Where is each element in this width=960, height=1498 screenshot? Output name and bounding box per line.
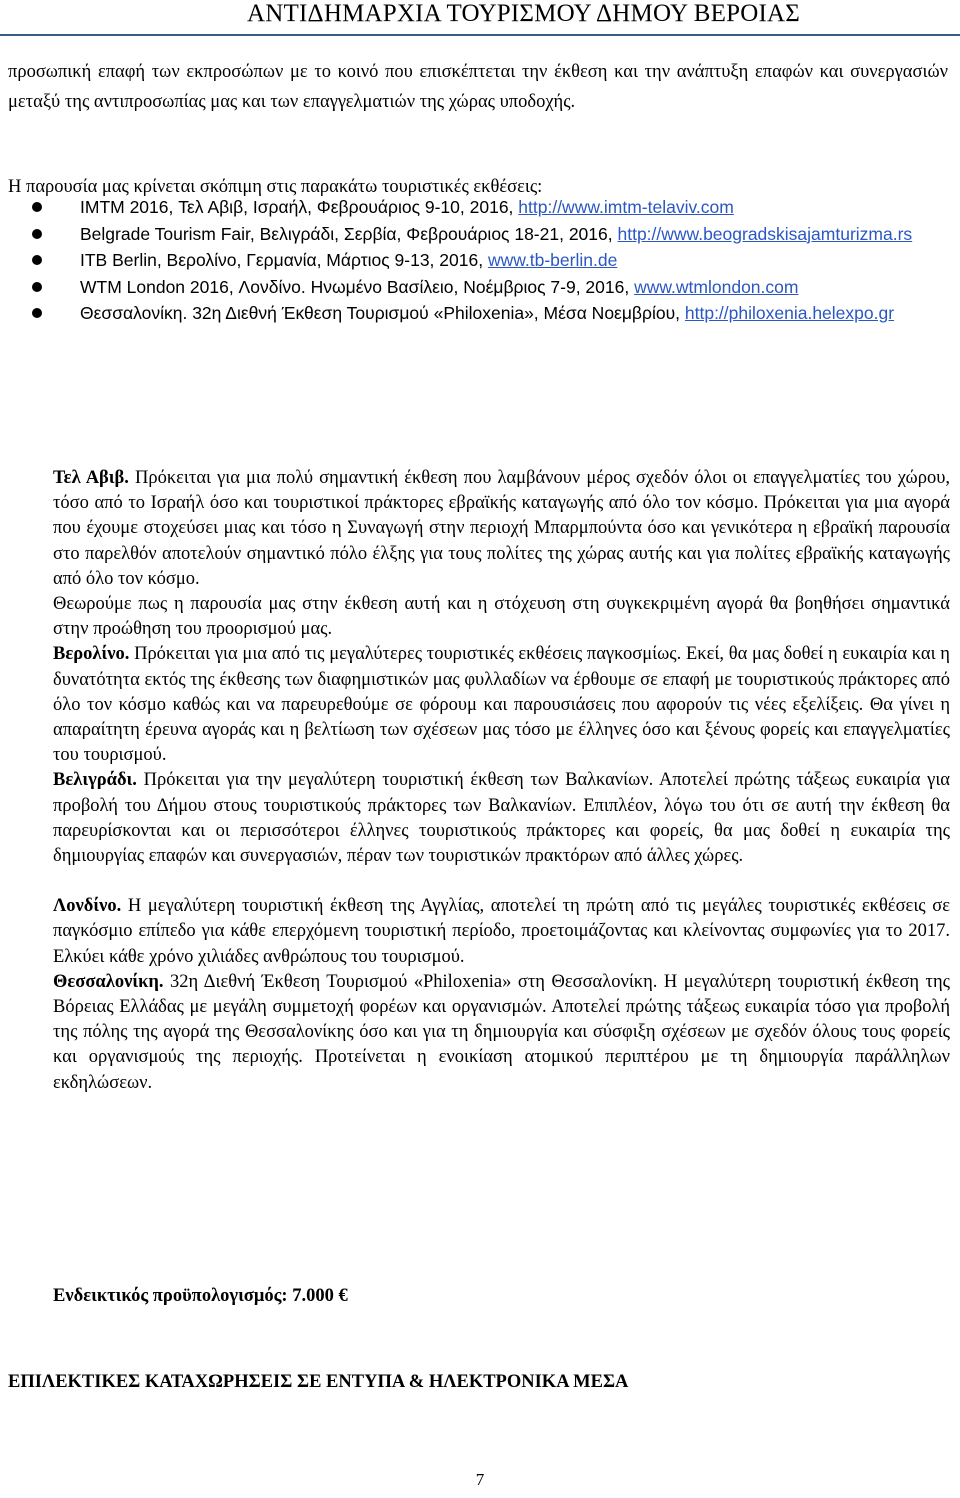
fair-item-telaviv bbox=[0, 196, 940, 220]
paragraph-telaviv-note: Θεωρούμε πως η παρουσία μας στην έκθεση αυτή και η στόχευση στη συγκεκριμένη αγορά θα βοηθήσει σημαντικά στην προώθηση του προορισμού μας. bbox=[53, 594, 950, 640]
header-rule bbox=[0, 34, 960, 36]
bullet-icon bbox=[32, 308, 42, 318]
fair-text: ITB Berlin, Βερολίνο, Γερμανία, Μάρτιος 9-13, 2016, bbox=[80, 250, 488, 270]
paragraph-berlin bbox=[53, 642, 950, 768]
bullet-icon bbox=[32, 282, 42, 292]
section-heading: ΕΠΙΛΕΚΤΙΚΕΣ ΚΑΤΑΧΩΡΗΣΕΙΣ ΣΕ ΕΝΤΥΠΑ & ΗΛΕΚΤΡΟΝΙΚΑ ΜΕΣΑ bbox=[8, 1372, 629, 1392]
heading-belgrade: Βελιγράδι. bbox=[53, 770, 137, 791]
fair-item-thessaloniki bbox=[0, 302, 940, 326]
bullet-icon bbox=[32, 255, 42, 265]
paragraph-london bbox=[53, 894, 950, 970]
fair-item-belgrade bbox=[0, 223, 940, 247]
fair-text: IMTM 2016, Τελ Αβιβ, Ισραήλ, Φεβρουάριος 9-10, 2016, bbox=[80, 197, 519, 217]
page-header bbox=[0, 0, 960, 34]
fair-link-belgrade[interactable]: http://www.beogradskisajamturizma.rs bbox=[617, 223, 913, 244]
text-belgrade: Πρόκειται για την μεγαλύτερη τουριστική έκθεση των Βαλκανίων. Αποτελεί πρώτης τάξεως ευκαιρία για προβολή του Δήμου στους τουριστικούς πράκτορες των Βαλκανίων. Επιπλέον, λόγω του ότι σε αυτή την έκθεση θα παρευρίσκονται και οι περισσότεροι έλληνες τουριστικούς πράκτορες και φορείς, θα μας δοθεί η ευκαιρία της δημιουργίας επαφών και συνεργασιών, πέραν των τουριστικών πρακτόρων από άλλες χώρες. bbox=[53, 770, 950, 867]
fairs-list bbox=[0, 196, 940, 329]
budget-line: Ενδεικτικός προϋπολογισμός: 7.000 € bbox=[53, 1286, 348, 1306]
text-thessaloniki: 32η Διεθνή Έκθεση Τουρισμού «Philoxenia» στη Θεσσαλονίκη. Η μεγαλύτερη τουριστική έκθεση της Βόρειας Ελλάδας με μεγάλη συμμετοχή φορέων και οργανισμών. Αποτελεί πρώτης τάξεως ευκαιρία τόσο για προβολή της πόλης της αγορά της Θεσσαλονίκης όσο και για τη δημιουργία και σύσφιξη σχέσεων με σχεδόν όλους τους φορείς και οργανισμούς της περιοχής. Προτείνεται η ενοικίαση ατομικού περιπτέρου με τη δημιουργία παράλληλων εκδηλώσεων. bbox=[53, 971, 950, 1093]
page-number: 7 bbox=[475, 1470, 485, 1489]
fair-link-philoxenia[interactable]: http://philoxenia.helexpo.gr bbox=[684, 303, 895, 323]
text-telaviv: Πρόκειται για μια πολύ σημαντική έκθεση που λαμβάνουν μέρος σχεδόν όλοι οι επαγγελματίες του χώρου, τόσο από το Ισραήλ όσο και τουριστικοί πράκτορες εβραϊκής καταγωγής από όλο τον κόσμο. Πρόκειται για μια αγορά που έχουμε στοχεύσει μιας και τόσο η Συναγωγή στην περιοχή Μπαρμπούντα όσο και γενικότερα η εβραϊκή παρουσία στο παρελθόν αποτελούν σημαντικό πόλο έλξης για τους πολίτες της χώρας αυτής και για πολίτες εβραϊκής καταγωγής από όλο τον κόσμο. bbox=[53, 468, 950, 589]
bullet-icon bbox=[32, 202, 42, 212]
fairs-lead: Η παρουσία μας κρίνεται σκόπιμη στις παρακάτω τουριστικές εκθέσεις: bbox=[8, 177, 543, 197]
fair-text: Belgrade Tourism Fair, Βελιγράδι, Σερβία, Φεβρουάριος 18-21, 2016, bbox=[80, 223, 618, 244]
heading-thessaloniki: Θεσσαλονίκη. bbox=[53, 971, 164, 992]
bullet-icon bbox=[32, 229, 42, 239]
fair-link-imtm[interactable]: http://www.imtm-telaviv.com bbox=[518, 197, 734, 217]
text-london: Η μεγαλύτερη τουριστική έκθεση της Αγγλίας, αποτελεί τη πρώτη από τις μεγάλες τουριστικές εκθέσεις σε παγκόσμιο επίπεδο για κάθε επερχόμενη τουριστική περίοδο, προετοιμάζοντας και κλείνοντας συμφωνίες για το 2017. Ελκύει κάθε χρόνο χιλιάδες ανθρώπους του τουρισμού. bbox=[53, 896, 950, 967]
text-berlin: Πρόκειται για μια από τις μεγαλύτερες τουριστικές εκθέσεις παγκοσμίως. Εκεί, θα μας δοθεί η ευκαιρία και η δυνατότητα εκτός της έκθεσης των διαφημιστικών μας φυλλαδίων να έρθουμε σε επαφή με τουριστικούς πράκτορες από όλο τον κόσμο καθώς και να παρευρεθούμε σε φόρουμ και παρουσιάσεις που αφορούν τις νέες εξελίξεις. Θα γίνει η απαραίτητη έρευνα αγοράς και η βελτίωση των σχέσεων μας τόσο με έλληνες όσο και ξένους φορείς και επαγγελματίες του τουρισμού. bbox=[53, 644, 950, 766]
fairs-description bbox=[53, 466, 950, 1096]
fair-link-wtm[interactable]: www.wtmlondon.com bbox=[634, 276, 799, 297]
heading-london: Λονδίνο. bbox=[53, 896, 122, 917]
header-title: ΑΝΤΙΔΗΜΑΡΧΙΑ ΤΟΥΡΙΣΜΟΥ ΔΗΜΟΥ ΒΕΡΟΙΑΣ bbox=[247, 0, 800, 27]
heading-telaviv: Τελ Αβιβ. bbox=[53, 468, 129, 488]
paragraph-belgrade bbox=[53, 768, 950, 869]
fair-item-london bbox=[0, 276, 940, 300]
heading-berlin: Βερολίνο. bbox=[53, 644, 130, 665]
intro-paragraph: προσωπική επαφή των εκπροσώπων με το κοινό που επισκέπτεται την έκθεση και την ανάπτυξη επαφών και συνεργασιών μεταξύ της αντιπροσωπίας μας και των επαγγελματιών της χώρας υποδοχής. bbox=[8, 62, 948, 112]
fair-text: Θεσσαλονίκη. 32η Διεθνή Έκθεση Τουρισμού «Philoxenia», Μέσα Νοεμβρίου, bbox=[80, 303, 685, 323]
fair-text: WTM London 2016, Λονδίνο. Ηνωμένο Βασίλειο, Νοέμβριος 7-9, 2016, bbox=[80, 276, 635, 297]
fair-item-berlin bbox=[0, 249, 940, 273]
paragraph-telaviv bbox=[53, 466, 950, 592]
paragraph-thessaloniki bbox=[53, 970, 950, 1096]
fair-link-itb[interactable]: www.tb-berlin.de bbox=[487, 250, 618, 270]
